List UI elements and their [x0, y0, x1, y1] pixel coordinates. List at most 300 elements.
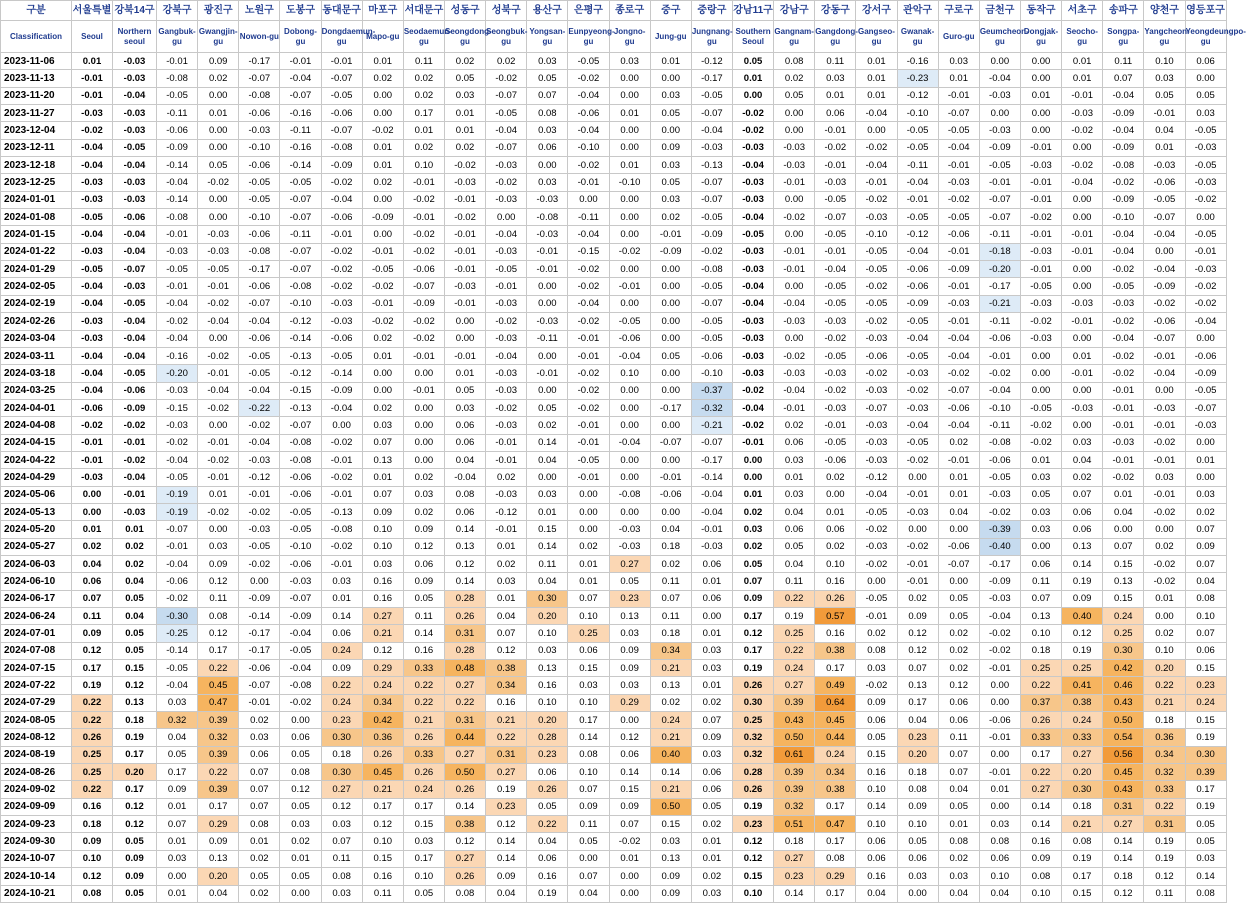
- table-cell: -0.02: [198, 399, 239, 416]
- table-cell: 0.02: [198, 70, 239, 87]
- table-cell: -0.02: [1144, 434, 1185, 451]
- table-cell: 0.06: [444, 434, 485, 451]
- table-cell: -0.07: [239, 295, 280, 312]
- table-cell: 0.00: [815, 486, 856, 503]
- table-cell: 0.05: [1185, 87, 1226, 104]
- table-cell: 0.25: [72, 746, 113, 763]
- table-cell: 0.26: [72, 729, 113, 746]
- table-cell: -0.01: [650, 226, 691, 243]
- table-cell: 0.03: [444, 399, 485, 416]
- table-cell: -0.02: [1185, 191, 1226, 208]
- table-cell: -0.19: [157, 503, 198, 520]
- table-cell: 0.03: [774, 451, 815, 468]
- column-header-ko: 양천구: [1144, 1, 1185, 21]
- table-cell: 0.12: [897, 642, 938, 659]
- table-cell: 0.03: [732, 521, 773, 538]
- table-cell: -0.06: [979, 330, 1020, 347]
- table-cell: -0.06: [239, 226, 280, 243]
- table-cell: -0.02: [362, 122, 403, 139]
- row-date: 2024-08-05: [1, 712, 72, 729]
- table-cell: -0.04: [568, 122, 609, 139]
- table-cell: 0.12: [1103, 885, 1144, 902]
- table-row: [1, 503, 1227, 520]
- column-header-en: Seodaemun-gu: [403, 21, 444, 53]
- table-cell: 0.20: [527, 608, 568, 625]
- table-cell: 0.06: [527, 850, 568, 867]
- table-cell: 0.02: [362, 399, 403, 416]
- table-cell: -0.06: [979, 712, 1020, 729]
- table-cell: 0.00: [732, 87, 773, 104]
- table-cell: -0.09: [650, 243, 691, 260]
- table-cell: -0.02: [938, 191, 979, 208]
- table-cell: 0.00: [609, 503, 650, 520]
- table-cell: 0.02: [486, 53, 527, 70]
- table-cell: 0.06: [1185, 642, 1226, 659]
- table-cell: 0.19: [1185, 798, 1226, 815]
- table-cell: 0.00: [527, 382, 568, 399]
- table-cell: -0.03: [280, 573, 321, 590]
- table-cell: 0.00: [774, 105, 815, 122]
- table-cell: -0.01: [239, 486, 280, 503]
- table-cell: -0.04: [486, 226, 527, 243]
- table-cell: -0.03: [486, 157, 527, 174]
- table-cell: -0.04: [979, 382, 1020, 399]
- table-cell: 0.00: [650, 382, 691, 399]
- table-cell: -0.01: [113, 486, 157, 503]
- table-cell: 0.03: [691, 885, 732, 902]
- table-cell: -0.05: [856, 295, 897, 312]
- table-cell: 0.17: [897, 694, 938, 711]
- column-header-ko: 서울특별: [72, 1, 113, 21]
- table-cell: 0.03: [1144, 70, 1185, 87]
- table-cell: -0.02: [198, 451, 239, 468]
- table-cell: 0.33: [1062, 729, 1103, 746]
- table-cell: -0.05: [815, 278, 856, 295]
- table-cell: 0.21: [1144, 694, 1185, 711]
- table-cell: 0.06: [527, 764, 568, 781]
- table-cell: -0.10: [856, 226, 897, 243]
- table-cell: -0.03: [486, 486, 527, 503]
- table-cell: 0.13: [527, 660, 568, 677]
- table-cell: 0.01: [362, 157, 403, 174]
- table-cell: 0.21: [650, 729, 691, 746]
- table-cell: -0.01: [1020, 191, 1061, 208]
- table-cell: 0.06: [856, 712, 897, 729]
- table-cell: -0.08: [280, 434, 321, 451]
- table-row: [1, 347, 1227, 364]
- table-cell: -0.05: [938, 209, 979, 226]
- row-date: 2024-03-25: [1, 382, 72, 399]
- table-cell: 0.07: [157, 816, 198, 833]
- table-cell: -0.04: [609, 434, 650, 451]
- column-header-en: Seoul: [72, 21, 113, 53]
- table-cell: 0.32: [157, 712, 198, 729]
- table-cell: 0.43: [1103, 694, 1144, 711]
- table-cell: 0.00: [938, 573, 979, 590]
- table-cell: 0.17: [815, 660, 856, 677]
- table-row: [1, 399, 1227, 416]
- table-cell: 0.39: [198, 781, 239, 798]
- column-header-en: Seongbuk-gu: [486, 21, 527, 53]
- table-cell: -0.03: [113, 278, 157, 295]
- table-cell: 0.00: [198, 139, 239, 156]
- table-cell: -0.05: [856, 503, 897, 520]
- table-row: [1, 486, 1227, 503]
- table-cell: -0.04: [321, 399, 362, 416]
- table-cell: 0.02: [1185, 503, 1226, 520]
- table-cell: 0.00: [609, 191, 650, 208]
- table-cell: 0.02: [938, 625, 979, 642]
- table-cell: -0.08: [280, 278, 321, 295]
- table-cell: 0.10: [732, 885, 773, 902]
- table-cell: 0.09: [403, 573, 444, 590]
- table-cell: 0.10: [1144, 53, 1185, 70]
- table-cell: 0.01: [691, 625, 732, 642]
- table-cell: 0.00: [403, 365, 444, 382]
- table-cell: 0.02: [486, 469, 527, 486]
- table-cell: 0.00: [609, 209, 650, 226]
- table-cell: 0.01: [856, 70, 897, 87]
- table-cell: -0.04: [113, 469, 157, 486]
- table-row: [1, 278, 1227, 295]
- table-cell: 0.08: [1020, 868, 1061, 885]
- header-row-korean: [1, 1, 1227, 21]
- table-cell: -0.04: [113, 226, 157, 243]
- table-cell: 0.01: [609, 850, 650, 867]
- table-cell: 0.23: [1185, 677, 1226, 694]
- table-cell: -0.14: [157, 642, 198, 659]
- table-cell: 0.12: [198, 625, 239, 642]
- table-cell: 0.33: [1020, 729, 1061, 746]
- table-cell: 0.03: [938, 868, 979, 885]
- table-cell: -0.04: [897, 243, 938, 260]
- column-header-en: Gangbuk-gu: [157, 21, 198, 53]
- table-row: [1, 139, 1227, 156]
- table-cell: -0.04: [1144, 365, 1185, 382]
- table-cell: 0.00: [609, 868, 650, 885]
- table-cell: 0.22: [527, 816, 568, 833]
- table-cell: -0.01: [815, 417, 856, 434]
- table-cell: 0.03: [650, 191, 691, 208]
- table-cell: -0.04: [72, 382, 113, 399]
- table-cell: -0.03: [486, 330, 527, 347]
- table-cell: 0.22: [486, 729, 527, 746]
- table-cell: -0.07: [157, 521, 198, 538]
- table-cell: -0.03: [732, 330, 773, 347]
- column-header-en: Yeongdeungpo-gu: [1185, 21, 1226, 53]
- table-cell: 0.00: [527, 347, 568, 364]
- table-cell: -0.12: [280, 365, 321, 382]
- table-cell: -0.01: [1020, 261, 1061, 278]
- table-cell: -0.03: [1185, 261, 1226, 278]
- table-cell: 0.00: [1144, 521, 1185, 538]
- table-cell: -0.10: [568, 139, 609, 156]
- table-cell: 0.12: [486, 642, 527, 659]
- table-cell: -0.04: [1103, 122, 1144, 139]
- table-cell: 0.16: [1020, 833, 1061, 850]
- table-cell: 0.30: [732, 694, 773, 711]
- table-cell: -0.07: [486, 87, 527, 104]
- table-row: [1, 434, 1227, 451]
- table-cell: -0.01: [321, 53, 362, 70]
- row-date: 2023-12-04: [1, 122, 72, 139]
- table-cell: -0.04: [157, 677, 198, 694]
- table-cell: 0.54: [1103, 729, 1144, 746]
- table-cell: -0.02: [856, 555, 897, 572]
- table-cell: -0.04: [72, 226, 113, 243]
- table-cell: -0.03: [1144, 399, 1185, 416]
- table-cell: 0.24: [774, 660, 815, 677]
- table-cell: -0.08: [1103, 157, 1144, 174]
- table-cell: -0.02: [239, 417, 280, 434]
- table-cell: -0.07: [280, 191, 321, 208]
- table-cell: -0.02: [198, 503, 239, 520]
- table-cell: 0.01: [1062, 70, 1103, 87]
- table-cell: 0.04: [1062, 451, 1103, 468]
- table-cell: -0.02: [732, 382, 773, 399]
- row-date: 2024-04-08: [1, 417, 72, 434]
- table-cell: 0.07: [732, 573, 773, 590]
- table-cell: 0.39: [774, 764, 815, 781]
- table-cell: 0.19: [1144, 833, 1185, 850]
- table-cell: 0.01: [691, 573, 732, 590]
- table-cell: 0.14: [321, 608, 362, 625]
- table-cell: 0.12: [72, 868, 113, 885]
- table-cell: 0.12: [486, 816, 527, 833]
- table-cell: 0.12: [1144, 868, 1185, 885]
- table-cell: 0.42: [1103, 660, 1144, 677]
- table-cell: 0.14: [609, 764, 650, 781]
- table-cell: 0.17: [815, 798, 856, 815]
- table-cell: -0.04: [938, 139, 979, 156]
- table-cell: 0.01: [157, 833, 198, 850]
- table-cell: -0.01: [1062, 243, 1103, 260]
- table-cell: 0.09: [609, 660, 650, 677]
- table-cell: -0.03: [444, 278, 485, 295]
- column-header-en: Northern seoul: [113, 21, 157, 53]
- table-row: [1, 746, 1227, 763]
- table-cell: 0.02: [1062, 469, 1103, 486]
- table-cell: 0.08: [1062, 833, 1103, 850]
- row-date: 2024-09-02: [1, 781, 72, 798]
- table-cell: 0.05: [444, 382, 485, 399]
- table-cell: 0.39: [774, 694, 815, 711]
- table-cell: -0.04: [1103, 243, 1144, 260]
- table-cell: 0.06: [815, 105, 856, 122]
- table-cell: 0.19: [1185, 729, 1226, 746]
- table-cell: -0.04: [157, 330, 198, 347]
- table-cell: -0.06: [280, 555, 321, 572]
- table-cell: 0.07: [609, 816, 650, 833]
- table-cell: -0.15: [280, 382, 321, 399]
- table-cell: -0.17: [239, 625, 280, 642]
- table-cell: 0.11: [815, 53, 856, 70]
- table-cell: 0.02: [815, 538, 856, 555]
- table-cell: -0.03: [1185, 417, 1226, 434]
- table-cell: 0.03: [691, 746, 732, 763]
- table-cell: 0.50: [1103, 712, 1144, 729]
- table-row: [1, 87, 1227, 104]
- table-cell: 0.01: [444, 122, 485, 139]
- table-cell: 0.04: [774, 503, 815, 520]
- table-cell: -0.13: [280, 347, 321, 364]
- table-cell: -0.05: [1103, 278, 1144, 295]
- table-cell: 0.11: [527, 555, 568, 572]
- column-header-en: Yongsan-gu: [527, 21, 568, 53]
- table-cell: -0.04: [1103, 330, 1144, 347]
- table-cell: 0.04: [198, 885, 239, 902]
- table-cell: 0.04: [897, 712, 938, 729]
- table-cell: 0.38: [1062, 694, 1103, 711]
- table-row: [1, 642, 1227, 659]
- table-cell: -0.03: [856, 538, 897, 555]
- table-cell: -0.06: [691, 347, 732, 364]
- table-cell: 0.47: [198, 694, 239, 711]
- table-cell: 0.22: [774, 642, 815, 659]
- table-cell: 0.09: [568, 798, 609, 815]
- table-cell: 0.03: [1185, 850, 1226, 867]
- table-cell: -0.04: [72, 365, 113, 382]
- column-header-ko: 동작구: [1020, 1, 1061, 21]
- table-cell: -0.03: [691, 139, 732, 156]
- table-cell: 0.07: [1062, 486, 1103, 503]
- table-cell: -0.04: [1103, 87, 1144, 104]
- table-cell: 0.13: [609, 608, 650, 625]
- table-cell: -0.02: [774, 347, 815, 364]
- table-row: [1, 313, 1227, 330]
- table-cell: 0.09: [72, 833, 113, 850]
- table-cell: -0.01: [198, 365, 239, 382]
- table-cell: 0.00: [609, 226, 650, 243]
- table-cell: 0.24: [321, 642, 362, 659]
- table-cell: -0.01: [1144, 417, 1185, 434]
- table-cell: 0.01: [444, 105, 485, 122]
- row-date: 2024-09-09: [1, 798, 72, 815]
- table-cell: 0.03: [774, 486, 815, 503]
- table-cell: 0.02: [732, 538, 773, 555]
- row-date: 2024-02-26: [1, 313, 72, 330]
- table-cell: 0.01: [938, 816, 979, 833]
- table-cell: 0.10: [897, 816, 938, 833]
- table-cell: 0.03: [568, 677, 609, 694]
- table-cell: 0.00: [568, 503, 609, 520]
- table-cell: -0.05: [1185, 382, 1226, 399]
- table-cell: -0.01: [403, 209, 444, 226]
- table-cell: -0.06: [815, 451, 856, 468]
- table-cell: 0.02: [650, 694, 691, 711]
- table-cell: 0.25: [1103, 625, 1144, 642]
- table-cell: 0.02: [362, 174, 403, 191]
- table-cell: -0.01: [486, 434, 527, 451]
- table-cell: 0.06: [321, 625, 362, 642]
- table-cell: 0.03: [897, 868, 938, 885]
- table-cell: -0.07: [280, 417, 321, 434]
- table-cell: 0.04: [979, 885, 1020, 902]
- table-cell: -0.10: [979, 399, 1020, 416]
- table-cell: 0.01: [1062, 53, 1103, 70]
- table-cell: 0.08: [774, 53, 815, 70]
- table-cell: 0.19: [1062, 850, 1103, 867]
- table-cell: 0.04: [527, 451, 568, 468]
- table-cell: -0.04: [979, 70, 1020, 87]
- table-cell: 0.00: [527, 295, 568, 312]
- table-cell: -0.04: [486, 347, 527, 364]
- table-cell: -0.01: [198, 278, 239, 295]
- table-cell: -0.05: [856, 243, 897, 260]
- table-cell: -0.04: [239, 434, 280, 451]
- table-cell: 0.05: [774, 87, 815, 104]
- table-cell: 0.05: [403, 885, 444, 902]
- table-cell: -0.04: [1062, 174, 1103, 191]
- table-cell: -0.08: [321, 139, 362, 156]
- table-cell: -0.07: [815, 209, 856, 226]
- table-cell: -0.17: [239, 53, 280, 70]
- table-cell: -0.08: [280, 451, 321, 468]
- row-date: 2024-08-19: [1, 746, 72, 763]
- table-row: [1, 850, 1227, 867]
- table-cell: 0.38: [444, 816, 485, 833]
- table-cell: 0.05: [938, 798, 979, 815]
- table-cell: 0.06: [403, 555, 444, 572]
- table-cell: -0.08: [157, 70, 198, 87]
- table-cell: 0.10: [856, 816, 897, 833]
- table-cell: -0.03: [979, 486, 1020, 503]
- table-row: [1, 295, 1227, 312]
- table-cell: 0.12: [732, 850, 773, 867]
- table-cell: -0.06: [157, 122, 198, 139]
- table-cell: -0.05: [280, 521, 321, 538]
- table-cell: -0.02: [321, 434, 362, 451]
- table-cell: 0.00: [1062, 330, 1103, 347]
- column-header-en: Gangdong-gu: [815, 21, 856, 53]
- table-cell: -0.05: [691, 209, 732, 226]
- table-cell: 0.02: [650, 209, 691, 226]
- table-cell: 0.16: [815, 625, 856, 642]
- table-cell: -0.08: [321, 521, 362, 538]
- table-cell: -0.05: [938, 122, 979, 139]
- table-cell: -0.04: [113, 157, 157, 174]
- table-cell: 0.07: [938, 746, 979, 763]
- column-header-en: Songpa-gu: [1103, 21, 1144, 53]
- column-header-ko: 강서구: [856, 1, 897, 21]
- table-cell: -0.03: [72, 191, 113, 208]
- table-cell: -0.02: [568, 157, 609, 174]
- table-cell: 0.00: [897, 469, 938, 486]
- table-cell: -0.05: [979, 469, 1020, 486]
- table-cell: 0.00: [157, 868, 198, 885]
- table-cell: -0.04: [732, 278, 773, 295]
- table-cell: -0.04: [774, 295, 815, 312]
- table-cell: -0.01: [774, 174, 815, 191]
- table-cell: 0.00: [650, 70, 691, 87]
- table-cell: 0.04: [527, 573, 568, 590]
- table-cell: -0.13: [321, 503, 362, 520]
- table-cell: -0.01: [856, 608, 897, 625]
- table-cell: -0.02: [979, 365, 1020, 382]
- table-cell: -0.03: [321, 313, 362, 330]
- table-cell: 0.04: [1144, 122, 1185, 139]
- table-cell: -0.02: [486, 174, 527, 191]
- table-cell: -0.06: [938, 538, 979, 555]
- column-header-en: Seocho-gu: [1062, 21, 1103, 53]
- table-cell: 0.00: [1020, 53, 1061, 70]
- table-cell: -0.11: [979, 313, 1020, 330]
- table-cell: 0.23: [897, 729, 938, 746]
- table-cell: 0.21: [1062, 816, 1103, 833]
- table-cell: -0.01: [897, 191, 938, 208]
- table-cell: 0.09: [198, 53, 239, 70]
- table-cell: 0.08: [897, 781, 938, 798]
